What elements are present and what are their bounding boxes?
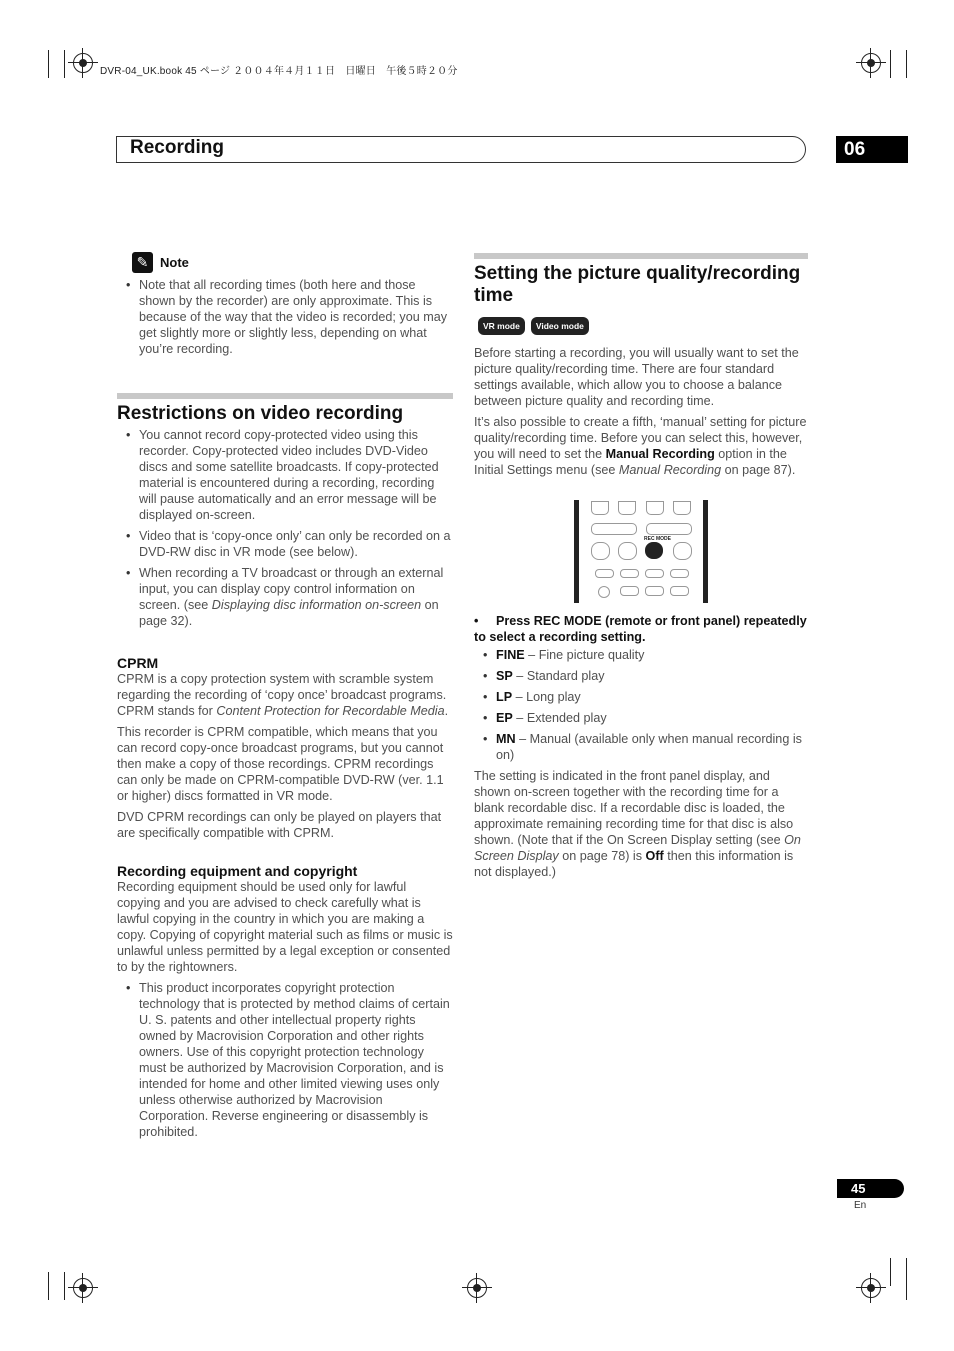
list-item: [474, 731, 808, 763]
note-header: [132, 252, 453, 273]
remote-button: [591, 501, 609, 515]
remote-button: [620, 569, 639, 578]
list-item: [117, 565, 453, 629]
registration-mark-icon: [861, 53, 881, 73]
text: then this information is not displayed.): [474, 849, 794, 879]
crop-mark: [890, 50, 891, 78]
crop-mark: [64, 1272, 65, 1300]
cross-reference: On Screen Display: [474, 833, 801, 863]
setting-code: MN: [496, 732, 516, 746]
cross-reference: Displaying disc information on-screen: [211, 598, 422, 612]
crop-mark: [64, 50, 65, 78]
bold-text: Manual Recording: [605, 447, 715, 461]
heading-copyright: Recording equipment and copyright: [117, 863, 358, 879]
remote-edge: [574, 500, 579, 603]
crop-mark: [890, 1258, 891, 1286]
setting-code: EP: [496, 711, 513, 725]
paragraph: [117, 671, 453, 719]
text: CPRM is a copy protection system with scramble system regarding the recording of ‘copy once’ broadcast programs. CPRM stands for: [117, 672, 447, 718]
text: option in the Initial Settings menu (see: [474, 447, 787, 477]
remote-button: [598, 586, 610, 598]
crop-mark: [906, 50, 907, 78]
vr-mode-badge: VR mode: [478, 317, 525, 335]
list-item: [474, 647, 808, 663]
step-instruction: [474, 613, 808, 645]
section-rule: [474, 253, 808, 259]
left-column: [117, 252, 453, 1145]
restrictions-list: [117, 427, 453, 629]
page-number: 45: [837, 1179, 904, 1198]
remote-button: [620, 586, 639, 596]
paragraph: Before starting a recording, you will usually want to set the picture quality/recording time. There are four standard settings available, which allow you to choose a balance between picture quality and recording time.: [474, 346, 799, 408]
italic-text: Content Protection for Recordable Media: [216, 704, 445, 718]
text: on page 32).: [139, 598, 439, 628]
list-item: [474, 710, 808, 726]
pencil-icon: ✎: [132, 252, 153, 273]
remote-button: [618, 501, 636, 515]
step-bullet: •: [474, 614, 479, 628]
heading-quality: Setting the picture quality/recording time: [474, 263, 801, 306]
remote-button: [673, 501, 691, 515]
right-column-lower: [474, 613, 808, 885]
list-item: • You cannot record copy-protected video using this recorder. Copy-protected video includes DVD-Video discs and some satellite broadcasts. If copy-protected material is encountered during a recording, recording will pause automatically and an error message will be displayed on-screen.: [117, 427, 453, 523]
chapter-number: 06: [836, 136, 908, 163]
setting-code: FINE: [496, 648, 525, 662]
print-info-line: DVR-04_UK.book 45 ページ ２００４年４月１１日 日曜日 午後５時２０分: [100, 66, 458, 77]
crop-mark: [48, 1272, 49, 1300]
video-mode-badge: Video mode: [531, 317, 589, 335]
step-text: Press REC MODE (remote or front panel) repeatedly to select a recording setting.: [474, 614, 807, 644]
remote-button: [646, 523, 692, 535]
remote-edge: [703, 500, 708, 603]
remote-button: [595, 569, 614, 578]
text: on page 78) is: [558, 849, 646, 863]
remote-button: [670, 569, 689, 578]
heading-restrictions: Restrictions on video recording: [117, 403, 404, 424]
text: When recording a TV broadcast or through an external input, you can display copy control information on screen. (see: [139, 566, 444, 612]
paragraph: This recorder is CPRM compatible, which means that you can record copy-once broadcast programs, but you cannot then make a copy of those recordings. CPRM recordings can only be made on CPRM-compatible DVD-RW (ver. 1.1 or higher) discs formatted in VR mode.: [117, 725, 444, 803]
mode-badges: [478, 317, 808, 335]
setting-desc: – Fine picture quality: [524, 648, 645, 662]
paragraph: [474, 414, 808, 478]
note-list: [117, 277, 453, 357]
crop-mark: [48, 50, 49, 78]
cross-reference: Manual Recording: [618, 463, 722, 477]
text: on page 87).: [721, 463, 796, 477]
remote-button: [591, 523, 637, 535]
paragraph: [474, 768, 808, 880]
list-item: [474, 689, 808, 705]
setting-desc: – Long play: [512, 690, 581, 704]
section-rule: [117, 393, 453, 399]
list-item: • Video that is ‘copy-once only’ can only be recorded on a DVD-RW disc in VR mode (see below).: [117, 528, 453, 560]
list-item: • This product incorporates copyright protection technology that is protected by method claims of certain U. S. patents and other intellectual property rights owned by Macrovision Corporation and other rights owners. Use of this copyright protection technology must be authorized by Macrovision Corporation, and is intended for home and other limited viewing uses only unless otherwise authorized by Macrovision Corporation. Reverse engineering or disassembly is prohibited.: [117, 980, 453, 1140]
setting-desc: – Manual (available only when manual recording is on): [496, 732, 802, 762]
list-item: [474, 668, 808, 684]
setting-code: LP: [496, 690, 513, 704]
heading-cprm: CPRM: [117, 655, 159, 671]
registration-mark-icon: [73, 53, 93, 73]
remote-button: [645, 569, 664, 578]
rec-mode-button: [645, 542, 663, 559]
remote-button: [645, 586, 664, 596]
page-language: En: [854, 1200, 867, 1211]
registration-mark-icon: [467, 1278, 487, 1298]
remote-button: [591, 542, 610, 560]
remote-button: [673, 542, 692, 560]
registration-mark-icon: [73, 1278, 93, 1298]
registration-mark-icon: [861, 1278, 881, 1298]
setting-code: SP: [496, 669, 513, 683]
rec-mode-label: REC MODE: [644, 536, 671, 542]
text: .: [444, 704, 449, 718]
setting-desc: – Standard play: [512, 669, 605, 683]
copyright-list: [117, 980, 453, 1140]
list-item: • Note that all recording times (both here and those shown by the recorder) are only approximate. This is because of the way that the video is recorded; you may get slightly more or slightly less, depending on what you’re recording.: [117, 277, 453, 357]
settings-list: [474, 647, 808, 763]
bold-text: Off: [645, 849, 664, 863]
text: The setting is indicated in the front panel display, and shown on-screen together with the recording time for a blank recordable disc. If a recordable disc is loaded, the approximate remaining recording time for that disc is also shown. (Note that if the On Screen Display setting (see: [474, 769, 794, 847]
remote-button: [646, 501, 664, 515]
remote-button: [618, 542, 637, 560]
paragraph: Recording equipment should be used only for lawful copying and you are advised to check carefully what is lawful copying in the country in which you are making a copy. Copying of copyright material such as films or music is unlawful unless permitted by a legal exception or consented to by the rightowners.: [117, 880, 453, 974]
note-label: Note: [160, 254, 189, 270]
section-title: Recording: [130, 137, 224, 158]
remote-button: [670, 586, 689, 596]
crop-mark: [906, 1258, 907, 1300]
right-column: [474, 253, 808, 483]
paragraph: DVD CPRM recordings can only be played on players that are specifically compatible with CPRM.: [117, 810, 442, 840]
setting-desc: – Extended play: [512, 711, 607, 725]
text: It’s also possible to create a fifth, ‘manual’ setting for picture quality/recording time. Before you can select this, however, you will need to set the: [474, 415, 807, 461]
remote-illustration: [574, 500, 708, 603]
